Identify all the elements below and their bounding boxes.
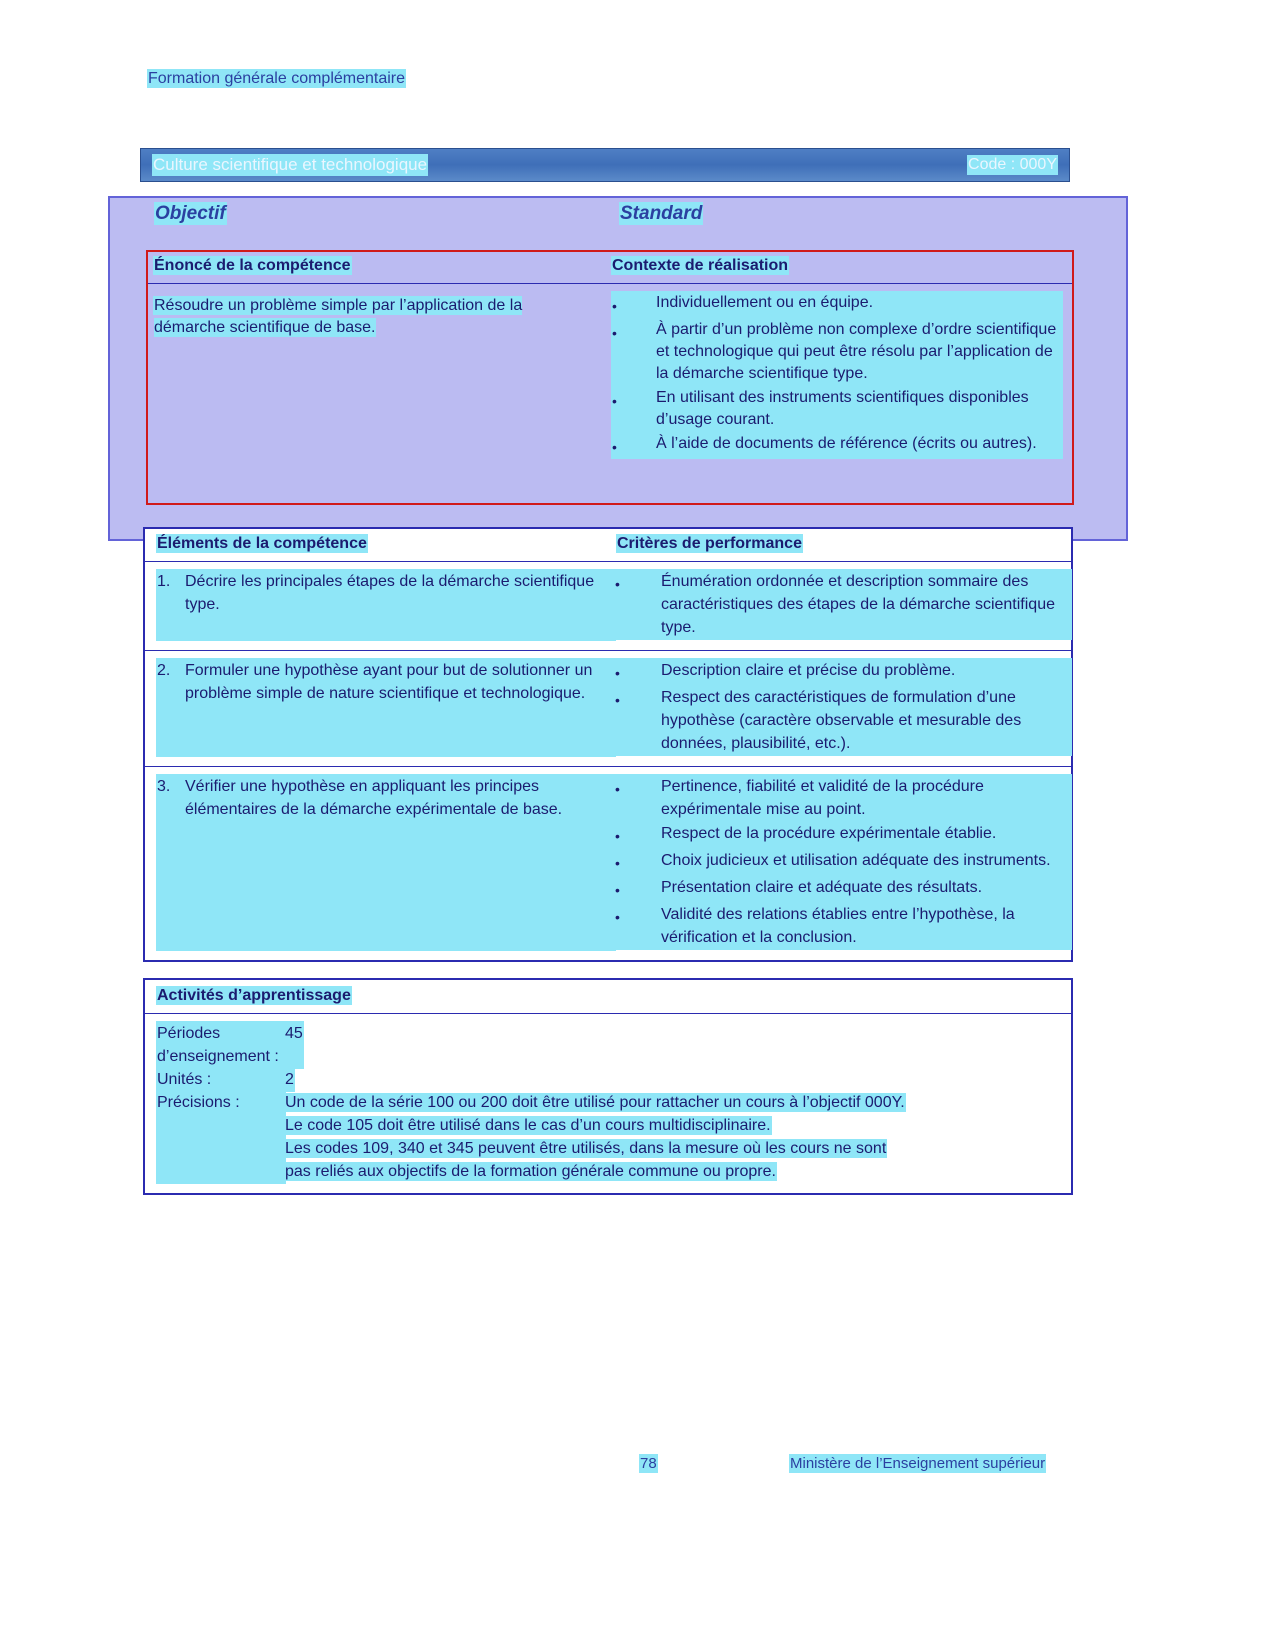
activities-body — [145, 1014, 1071, 1193]
document-breadcrumb — [148, 70, 405, 88]
element-number: 3. — [157, 775, 185, 950]
units-line — [157, 1068, 1071, 1091]
precisions-label: Précisions : — [157, 1091, 285, 1183]
precisions-block — [157, 1091, 1071, 1183]
element-cell — [145, 659, 615, 756]
bullet-icon: • — [615, 903, 661, 949]
element-number: 2. — [157, 659, 185, 756]
contexte-list — [612, 292, 1062, 460]
page-number: 78 — [640, 1455, 657, 1472]
criteria-text: Respect de la procédure expérimentale établie. — [661, 822, 1071, 848]
list-item — [612, 319, 1062, 385]
criteria-text: Description claire et précise du problème. — [661, 659, 1071, 685]
contexte-item-text: À partir d’un problème non complexe d’ordre scientifique et technologique qui peut être résolu par l’application de la démarche scientifique type. — [656, 319, 1062, 385]
competence-heading-right — [612, 257, 788, 275]
precisions-line: Les codes 109, 340 et 345 peuvent être utilisés, dans la mesure où les cours ne sont — [285, 1140, 887, 1157]
activities-heading — [145, 980, 1071, 1014]
element-text: Vérifier une hypothèse en appliquant les principes élémentaires de la démarche expérimentale de base. — [185, 775, 615, 950]
periods-label: Périodes d’enseignement : — [157, 1022, 285, 1068]
criteria-cell — [615, 659, 1071, 756]
criteria-text: Énumération ordonnée et description sommaire des caractéristiques des étapes de la démarche scientifique type. — [661, 570, 1071, 639]
objectif-label — [155, 203, 226, 225]
precisions-line: Un code de la série 100 ou 200 doit être utilisé pour rattacher un cours à l’objectif 000Y. — [285, 1094, 905, 1111]
competence-heading-right-text: Contexte de réalisation — [612, 257, 789, 274]
element-text: Décrire les principales étapes de la démarche scientifique type. — [185, 570, 615, 640]
competence-statement-text: Résoudre un problème simple par l’application de la démarche scientifique de base. — [154, 297, 523, 336]
bullet-icon: • — [615, 570, 661, 639]
list-item — [615, 903, 1071, 949]
periods-value: 45 — [285, 1022, 303, 1068]
standard-label-text: Standard — [620, 203, 703, 224]
bullet-icon: • — [612, 319, 656, 385]
bullet-icon: • — [615, 686, 661, 755]
precisions-line: pas reliés aux objectifs de la formation générale commune ou propre. — [285, 1163, 776, 1180]
element-text: Formuler une hypothèse ayant pour but de solutionner un problème simple de nature scientifique et technologique. — [185, 659, 615, 756]
list-item — [615, 570, 1071, 639]
units-value: 2 — [285, 1068, 294, 1091]
list-item — [615, 659, 1071, 685]
precisions-line: Le code 105 doit être utilisé dans le cas d’un cours multidisciplinaire. — [285, 1117, 771, 1134]
standard-label — [620, 203, 702, 225]
section-title: Culture scientifique et technologique — [153, 155, 428, 174]
competence-statement — [154, 295, 584, 339]
activities-table — [143, 978, 1073, 1195]
contexte-item-text: À l’aide de documents de référence (écrits ou autres). — [656, 433, 1062, 458]
criteria-text: Respect des caractéristiques de formulation d’une hypothèse (caractère observable et mesurable des données, plausibilité, etc.). — [661, 686, 1071, 755]
criteria-text: Validité des relations établies entre l’hypothèse, la vérification et la conclusion. — [661, 903, 1071, 949]
contexte-item-text: Individuellement ou en équipe. — [656, 292, 1062, 317]
column-header-elements-text: Éléments de la compétence — [157, 535, 367, 552]
column-header-criteria — [615, 535, 1071, 553]
section-title-bar — [140, 148, 1070, 182]
criteria-text: Pertinence, fiabilité et validité de la procédure expérimentale mise au point. — [661, 775, 1071, 821]
list-item — [612, 292, 1062, 317]
criteria-cell — [615, 775, 1071, 950]
bullet-icon: • — [612, 433, 656, 458]
bullet-icon: • — [612, 292, 656, 317]
list-item — [615, 876, 1071, 902]
units-label: Unités : — [157, 1068, 285, 1091]
bullet-icon: • — [615, 876, 661, 902]
list-item — [612, 387, 1062, 431]
list-item — [615, 822, 1071, 848]
bullet-icon: • — [615, 659, 661, 685]
bullet-icon: • — [612, 387, 656, 431]
competence-heading-divider — [148, 283, 1072, 284]
table-row — [145, 651, 1071, 767]
list-item — [615, 849, 1071, 875]
ministry-name: Ministère de l’Enseignement supérieur — [790, 1455, 1046, 1472]
bullet-icon: • — [615, 775, 661, 821]
table-row — [145, 767, 1071, 960]
criteria-cell — [615, 570, 1071, 640]
criteria-text: Présentation claire et adéquate des résultats. — [661, 876, 1071, 902]
objectif-label-text: Objectif — [155, 203, 226, 224]
breadcrumb-text: Formation générale complémentaire — [148, 70, 406, 87]
activities-heading-text: Activités d’apprentissage — [157, 987, 351, 1004]
section-code: Code : 000Y — [968, 156, 1057, 173]
competence-heading-left — [154, 257, 351, 275]
precisions-values — [285, 1091, 1071, 1183]
column-header-elements — [145, 535, 615, 553]
list-item — [615, 686, 1071, 755]
list-item — [615, 775, 1071, 821]
bullet-icon: • — [615, 849, 661, 875]
element-cell — [145, 570, 615, 640]
element-cell — [145, 775, 615, 950]
table-row — [145, 562, 1071, 651]
list-item — [612, 433, 1062, 458]
competence-heading-left-text: Énoncé de la compétence — [154, 257, 351, 274]
bullet-icon: • — [615, 822, 661, 848]
element-number: 1. — [157, 570, 185, 640]
column-header-criteria-text: Critères de performance — [617, 535, 802, 552]
elements-criteria-table — [143, 527, 1073, 962]
criteria-text: Choix judicieux et utilisation adéquate des instruments. — [661, 849, 1071, 875]
table-header-row — [145, 529, 1071, 562]
periods-line — [157, 1022, 1071, 1068]
contexte-item-text: En utilisant des instruments scientifiques disponibles d’usage courant. — [656, 387, 1062, 431]
